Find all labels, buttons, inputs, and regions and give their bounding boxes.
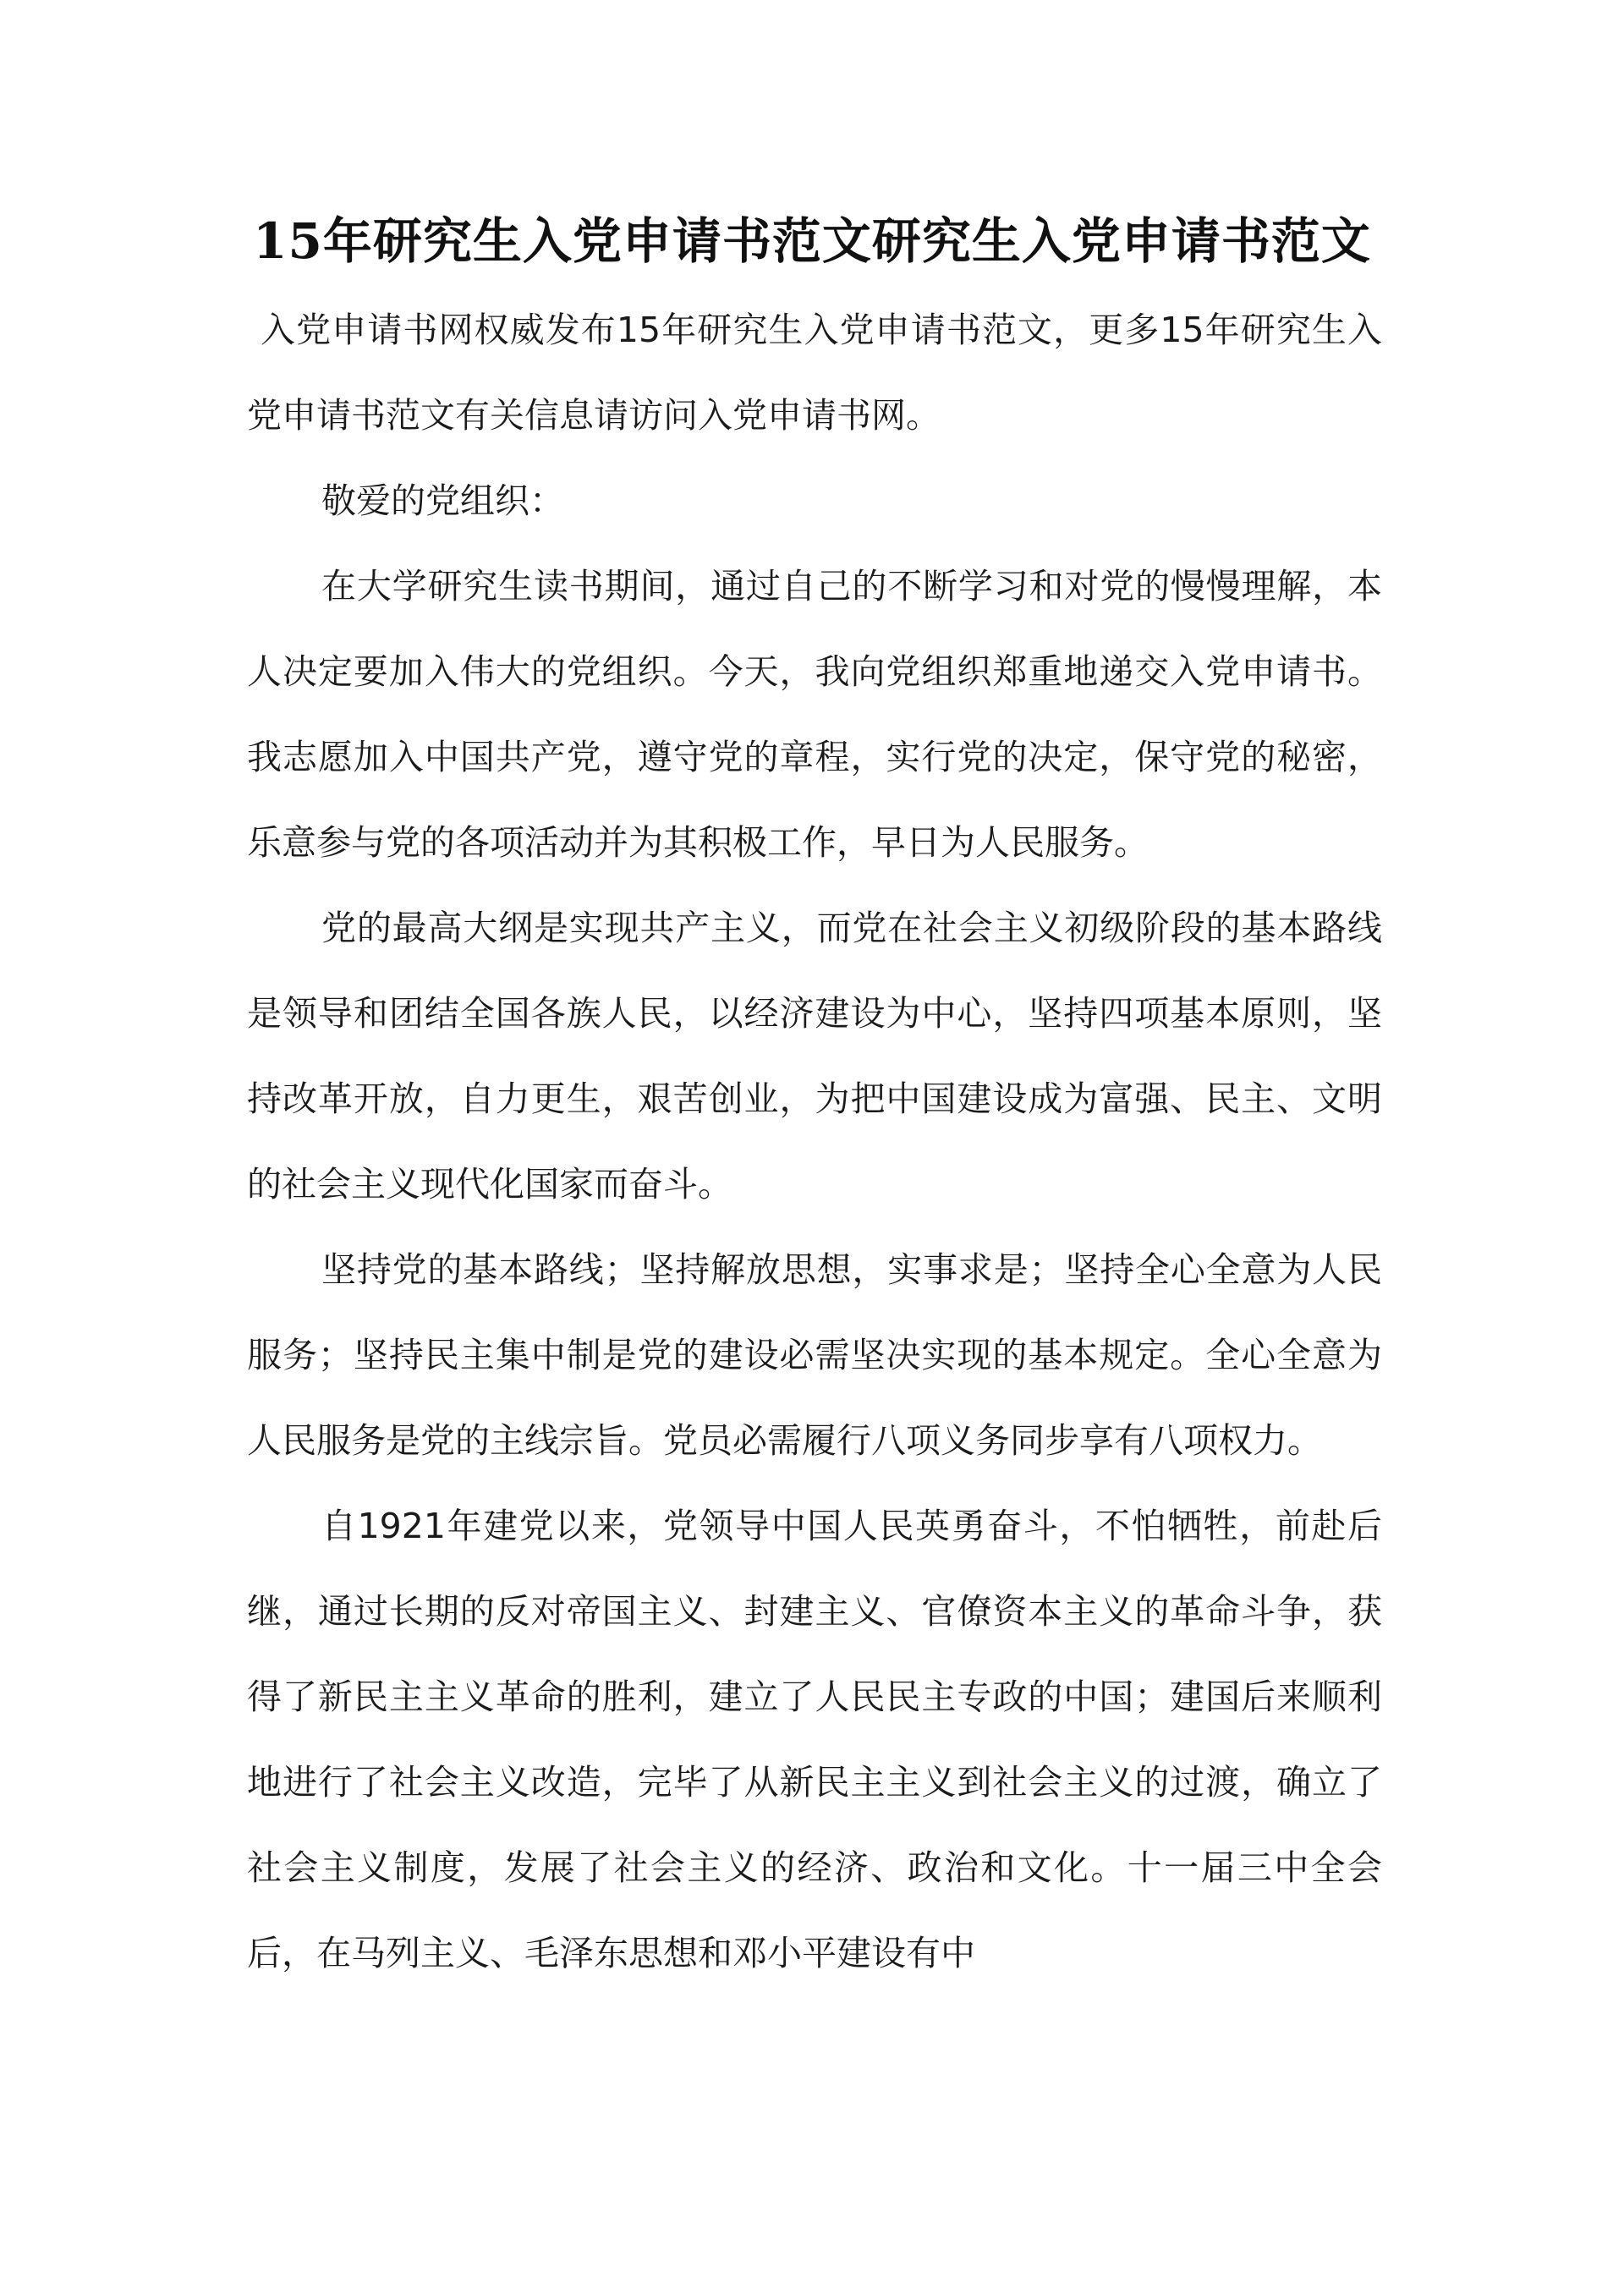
document-body <box>247 288 1382 1996</box>
salutation: 敬爱的党组织： <box>321 480 564 521</box>
intro-paragraph: 入党申请书网权威发布15年研究生入党申请书范文，更多15年研究生入党申请书范文有关信息请访问入党申请书网。 <box>247 310 1382 436</box>
body-paragraph: 自1921年建党以来，党领导中国人民英勇奋斗，不怕牺牲，前赴后继，通过长期的反对帝国主义、封建主义、官僚资本主义的革命斗争，获得了新民主主义革命的胜利，建立了人民民主专政的中国；建国后来顺利地进行了社会主义改造，完毕了从新民主主义到社会主义的过渡，确立了社会主义制度，发展了社会主义的经济、政治和文化。十一届三中全会后，在马列主义、毛泽东思想和邓小平建设有中 <box>247 1506 1382 1973</box>
body-paragraph: 在大学研究生读书期间，通过自己的不断学习和对党的慢慢理解，本人决定要加入伟大的党组织。今天，我向党组织郑重地递交入党申请书。我志愿加入中国共产党，遵守党的章程，实行党的决定，保守党的秘密，乐意参与党的各项活动并为其积极工作，早日为人民服务。 <box>247 566 1382 863</box>
document-title: 15年研究生入党申请书范文研究生入党申请书范文 <box>253 212 1371 270</box>
body-paragraph: 党的最高大纲是实现共产主义，而党在社会主义初级阶段的基本路线是领导和团结全国各族人民，以经济建设为中心，坚持四项基本原则，坚持改革开放，自力更生，艰苦创业，为把中国建设成为富强、民主、文明的社会主义现代化国家而奋斗。 <box>247 908 1382 1205</box>
body-paragraph: 坚持党的基本路线；坚持解放思想，实事求是；坚持全心全意为人民服务；坚持民主集中制是党的建设必需坚决实现的基本规定。全心全意为人民服务是党的主线宗旨。党员必需履行八项义务同步享有八项权力。 <box>247 1249 1382 1461</box>
